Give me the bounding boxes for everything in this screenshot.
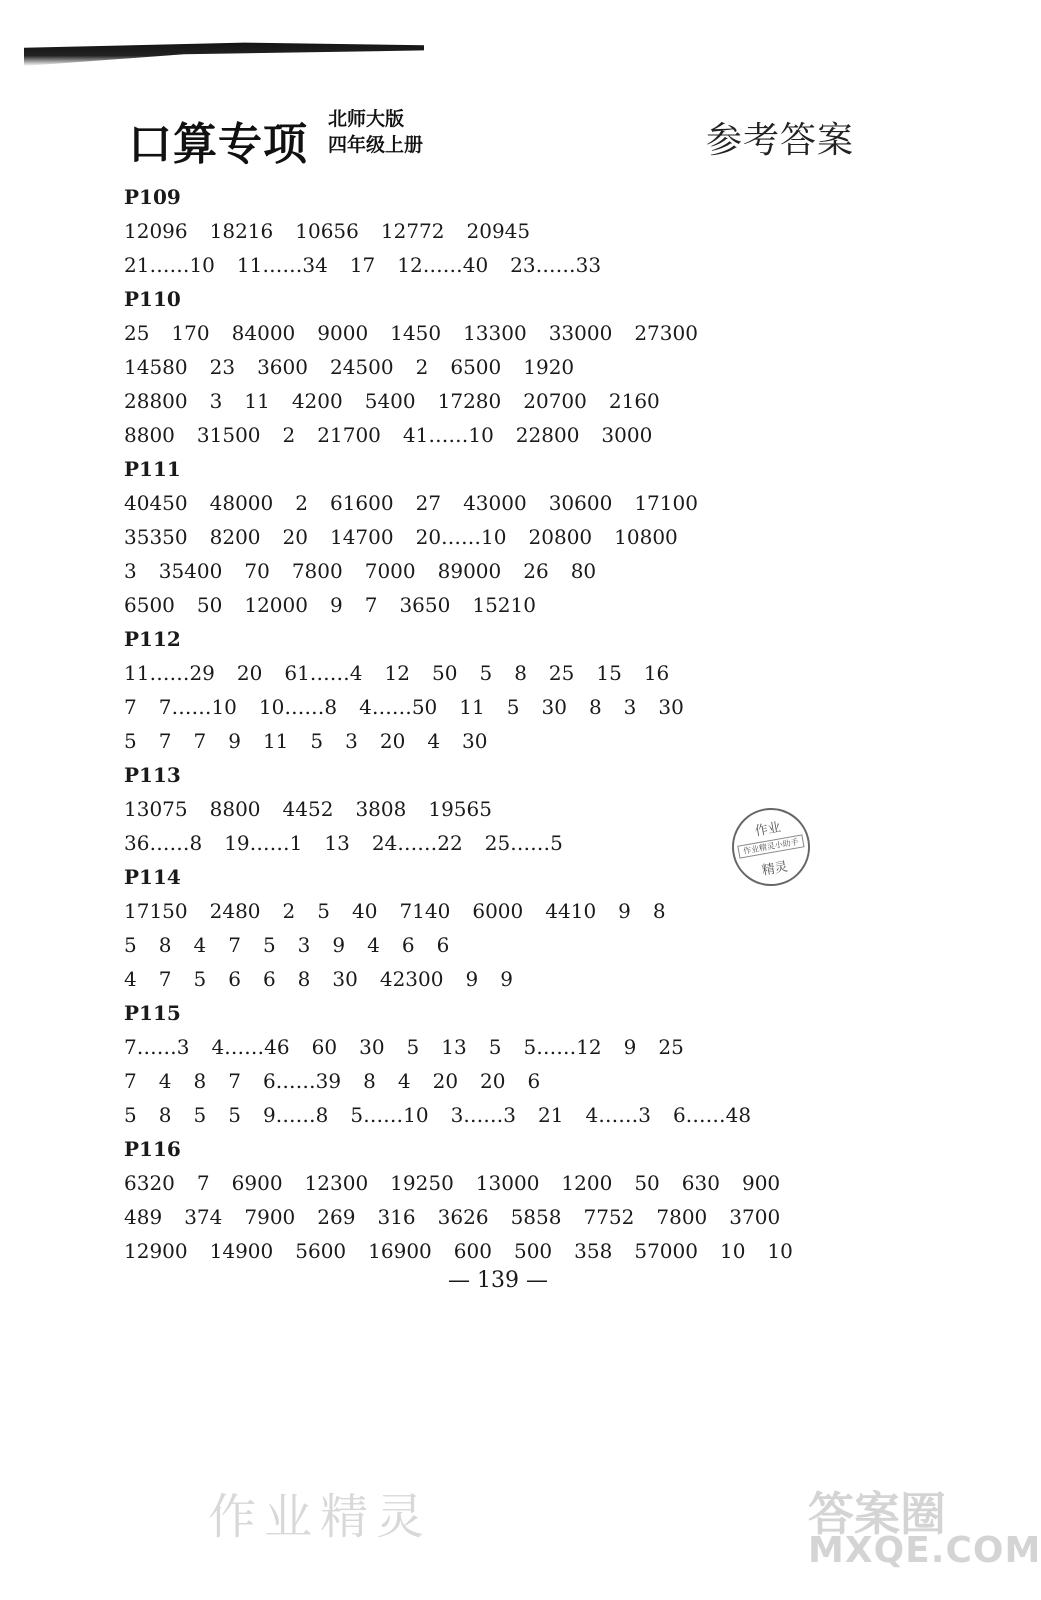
answer-row <box>124 1166 844 1200</box>
answer-value: 4200 <box>291 389 343 413</box>
answer-list <box>124 180 844 1268</box>
section-title: P112 <box>124 627 181 651</box>
answer-value: 50 <box>634 1171 660 1195</box>
answer-value: 3600 <box>257 355 308 379</box>
answer-row <box>124 384 844 418</box>
scan-edge-bar <box>24 40 424 66</box>
answer-row <box>124 1234 844 1268</box>
answer-value: 42300 <box>379 967 444 991</box>
answer-value: 20945 <box>466 219 531 243</box>
answer-value: 8 <box>363 1069 376 1093</box>
answer-value: 57000 <box>634 1239 698 1263</box>
answer-row <box>124 928 844 962</box>
answer-row <box>124 214 844 248</box>
answer-value: 7 <box>228 933 241 957</box>
answer-value: 61600 <box>329 491 394 515</box>
answer-value: 5 <box>479 661 493 685</box>
answer-value: 36……8 <box>124 831 203 855</box>
answer-value: 5 <box>124 933 137 957</box>
answer-value: 19565 <box>428 797 492 821</box>
answer-row <box>124 520 844 554</box>
answer-value: 7……10 <box>158 695 237 719</box>
answer-value: 80 <box>570 559 597 583</box>
answer-value: 3000 <box>601 423 653 447</box>
answer-value: 21 <box>538 1103 564 1127</box>
answer-value: 31500 <box>196 423 261 447</box>
answer-value: 11 <box>262 729 289 753</box>
answer-row <box>124 894 844 928</box>
answer-value: 3808 <box>355 797 407 821</box>
answer-value: 170 <box>171 321 210 345</box>
answer-value: 7752 <box>583 1205 635 1229</box>
answer-value: 30 <box>541 695 567 719</box>
answer-value: 20 <box>480 1069 506 1093</box>
answer-value: 3 <box>209 389 223 413</box>
answer-value: 6500 <box>450 355 502 379</box>
answer-value: 27300 <box>634 321 698 345</box>
answer-value: 20 <box>236 661 263 685</box>
answer-value: 43000 <box>463 491 527 515</box>
answer-value: 26 <box>523 559 549 583</box>
answer-value: 20 <box>379 729 406 753</box>
answer-value: 4……50 <box>359 695 438 719</box>
answer-value: 17100 <box>634 491 698 515</box>
answer-value: 7 <box>158 729 172 753</box>
page-number: — 139 — <box>448 1268 548 1293</box>
answer-value: 5 <box>317 899 330 923</box>
answer-row <box>124 418 844 452</box>
answer-value: 9 <box>228 729 241 753</box>
answer-value: 6000 <box>472 899 524 923</box>
answer-value: 7 <box>364 593 378 617</box>
answer-value: 5 <box>193 1103 207 1127</box>
answer-value: 14900 <box>209 1239 274 1263</box>
answer-value: 13 <box>441 1035 467 1059</box>
answer-value: 13300 <box>463 321 527 345</box>
answer-value: 5 <box>124 1103 137 1127</box>
answer-value: 25 <box>124 321 150 345</box>
answer-value: 9……8 <box>262 1103 329 1127</box>
answer-value: 40450 <box>124 491 188 515</box>
section-title: P110 <box>124 287 181 311</box>
answer-value: 25……5 <box>484 831 563 855</box>
answer-value: 25 <box>658 1035 684 1059</box>
answer-value: 6 <box>262 967 276 991</box>
answer-value: 11……34 <box>236 253 328 277</box>
answer-value: 7 <box>158 967 172 991</box>
answer-row <box>124 554 844 588</box>
section-title: P116 <box>124 1137 181 1161</box>
answer-value: 27 <box>415 491 442 515</box>
edition-label: 北师大版 <box>328 108 405 130</box>
answer-value: 4 <box>193 933 207 957</box>
answer-row <box>124 1200 844 1234</box>
answer-value: 15 <box>596 661 622 685</box>
answer-value: 5 <box>406 1035 420 1059</box>
answer-value: 12096 <box>124 219 188 243</box>
section-title: P115 <box>124 1001 181 1025</box>
answer-value: 3……3 <box>450 1103 517 1127</box>
answer-value: 9 <box>465 967 479 991</box>
answer-value: 17 <box>349 253 376 277</box>
answer-value: 6 <box>401 933 415 957</box>
answer-value: 11……29 <box>124 661 215 685</box>
answer-value: 5 <box>506 695 520 719</box>
answer-value: 9 <box>332 933 346 957</box>
answer-value: 8 <box>588 695 602 719</box>
answer-value: 8800 <box>124 423 175 447</box>
answer-value: 8200 <box>209 525 261 549</box>
answer-value: 5 <box>262 933 276 957</box>
answer-value: 4……46 <box>211 1035 290 1059</box>
book-edition-grade <box>328 106 423 158</box>
stamp-top-text: 作业 <box>753 820 783 840</box>
watermark-left: 作业精灵 <box>208 1489 433 1545</box>
answer-value: 358 <box>574 1239 613 1263</box>
answer-value: 12 <box>384 661 410 685</box>
answer-value: 12……40 <box>397 253 489 277</box>
answer-value: 7900 <box>244 1205 296 1229</box>
answer-value: 41……10 <box>402 423 494 447</box>
book-title: 口算专项 <box>128 119 308 170</box>
grade-label: 四年级上册 <box>328 134 424 156</box>
answer-value: 4 <box>367 933 380 957</box>
answer-value: 61……4 <box>284 661 363 685</box>
answer-value: 7……3 <box>124 1035 190 1059</box>
answer-value: 6 <box>527 1069 541 1093</box>
answer-row <box>124 248 844 282</box>
answer-value: 70 <box>244 559 270 583</box>
answer-value: 10 <box>767 1239 793 1263</box>
answer-value: 50 <box>196 593 223 617</box>
answer-value: 18216 <box>209 219 274 243</box>
answer-row <box>124 350 844 384</box>
answer-value: 13075 <box>124 797 188 821</box>
answer-value: 89000 <box>437 559 502 583</box>
answer-value: 22800 <box>515 423 580 447</box>
answer-value: 3626 <box>437 1205 489 1229</box>
answer-row <box>124 588 844 622</box>
answer-row <box>124 1064 844 1098</box>
answer-value: 50 <box>432 661 458 685</box>
answer-value: 5 <box>228 1103 241 1127</box>
answer-value: 13000 <box>475 1171 540 1195</box>
answer-value: 20……10 <box>415 525 507 549</box>
answer-value: 23……33 <box>510 253 602 277</box>
answer-value: 1450 <box>390 321 442 345</box>
answer-value: 269 <box>317 1205 356 1229</box>
answer-value: 5 <box>488 1035 502 1059</box>
stamp-middle-text: 作业精灵小助手 <box>737 834 804 858</box>
answer-value: 30 <box>462 729 488 753</box>
answer-value: 15210 <box>472 593 536 617</box>
answer-value: 3650 <box>399 593 451 617</box>
answer-value: 3 <box>623 695 637 719</box>
answer-value: 20 <box>432 1069 459 1093</box>
watermark-right: 答案圈 <box>808 1487 946 1541</box>
answer-value: 20800 <box>528 525 593 549</box>
answer-value: 2 <box>415 355 429 379</box>
answer-value: 28800 <box>124 389 188 413</box>
answer-value: 9000 <box>317 321 369 345</box>
answer-value: 25 <box>548 661 575 685</box>
answer-value: 17280 <box>437 389 502 413</box>
answer-row <box>124 1098 844 1132</box>
answer-value: 5……10 <box>350 1103 429 1127</box>
answer-value: 20 <box>282 525 308 549</box>
answer-value: 3 <box>124 559 137 583</box>
answer-value: 8 <box>193 1069 207 1093</box>
answer-value: 23 <box>209 355 236 379</box>
answer-value: 4 <box>124 967 137 991</box>
answer-value: 30600 <box>548 491 613 515</box>
answer-row <box>124 792 844 826</box>
answer-value: 10656 <box>295 219 359 243</box>
answer-value: 16 <box>643 661 670 685</box>
answer-value: 2480 <box>209 899 261 923</box>
answer-value: 8 <box>158 933 172 957</box>
answer-value: 8 <box>297 967 311 991</box>
answer-value: 2 <box>282 423 296 447</box>
answer-value: 1200 <box>561 1171 613 1195</box>
answer-value: 30 <box>332 967 358 991</box>
answer-value: 5 <box>193 967 207 991</box>
answer-value: 5 <box>310 729 324 753</box>
answer-value: 6900 <box>231 1171 283 1195</box>
answer-value: 7 <box>228 1069 241 1093</box>
answer-value: 24……22 <box>371 831 463 855</box>
answer-value: 7140 <box>399 899 451 923</box>
answer-value: 40 <box>352 899 378 923</box>
answer-value: 12000 <box>244 593 308 617</box>
answer-value: 60 <box>311 1035 338 1059</box>
answer-value: 10 <box>719 1239 746 1263</box>
answer-value: 1920 <box>523 355 575 379</box>
answer-value: 19250 <box>390 1171 454 1195</box>
answer-value: 35400 <box>158 559 223 583</box>
answer-value: 7 <box>124 1069 137 1093</box>
section-title: P114 <box>124 865 181 889</box>
answer-value: 10800 <box>614 525 678 549</box>
answer-value: 21700 <box>317 423 381 447</box>
answer-value: 11 <box>244 389 270 413</box>
answer-value: 3 <box>297 933 311 957</box>
answer-value: 9 <box>500 967 513 991</box>
answer-value: 316 <box>377 1205 416 1229</box>
answer-value: 12772 <box>380 219 445 243</box>
answer-value: 14580 <box>124 355 188 379</box>
answer-value: 2 <box>282 899 296 923</box>
section-title: P113 <box>124 763 181 787</box>
answer-value: 21……10 <box>124 253 215 277</box>
answer-row <box>124 724 844 758</box>
answer-value: 9 <box>329 593 343 617</box>
answer-value: 2 <box>295 491 308 515</box>
answer-value: 600 <box>453 1239 492 1263</box>
answer-value: 4410 <box>545 899 597 923</box>
answer-value: 6 <box>436 933 450 957</box>
answer-value: 374 <box>184 1205 223 1229</box>
answer-value: 6500 <box>124 593 175 617</box>
answer-value: 7000 <box>364 559 416 583</box>
answer-value: 9 <box>618 899 631 923</box>
answer-value: 489 <box>124 1205 163 1229</box>
answer-value: 500 <box>513 1239 553 1263</box>
answer-value: 10……8 <box>258 695 338 719</box>
answer-value: 7 <box>124 695 137 719</box>
answer-value: 7 <box>196 1171 210 1195</box>
answer-value: 16900 <box>368 1239 432 1263</box>
answer-value: 3700 <box>729 1205 781 1229</box>
answer-value: 4 <box>158 1069 172 1093</box>
answer-value: 5858 <box>510 1205 562 1229</box>
answer-value: 6 <box>228 967 241 991</box>
answer-value: 8 <box>158 1103 172 1127</box>
answer-value: 8800 <box>209 797 261 821</box>
answer-value: 4 <box>427 729 441 753</box>
watermark-url: MXQE.COM <box>808 1530 1041 1571</box>
section-title: P111 <box>124 457 181 481</box>
answer-value: 13 <box>324 831 350 855</box>
answer-row <box>124 316 844 350</box>
answer-value: 6……39 <box>262 1069 342 1093</box>
answer-value: 4 <box>397 1069 411 1093</box>
answer-row <box>124 962 844 996</box>
answer-value: 7800 <box>656 1205 708 1229</box>
answer-value: 84000 <box>231 321 296 345</box>
answer-value: 8 <box>514 661 527 685</box>
answer-row <box>124 1030 844 1064</box>
answer-heading: 参考答案 <box>706 120 855 161</box>
answer-value: 4……3 <box>585 1103 651 1127</box>
stamp-bottom-text: 精灵 <box>760 859 790 879</box>
answer-value: 48000 <box>209 491 274 515</box>
answer-value: 19……1 <box>224 831 303 855</box>
answer-value: 30 <box>658 695 684 719</box>
answer-value: 9 <box>623 1035 637 1059</box>
answer-value: 5 <box>124 729 137 753</box>
answer-row <box>124 656 844 690</box>
answer-value: 5600 <box>295 1239 347 1263</box>
answer-value: 12300 <box>304 1171 369 1195</box>
answer-row <box>124 486 844 520</box>
answer-value: 24500 <box>329 355 394 379</box>
answer-value: 20700 <box>523 389 587 413</box>
answer-value: 35350 <box>124 525 188 549</box>
answer-value: 2160 <box>608 389 660 413</box>
answer-value: 5400 <box>364 389 416 413</box>
answer-value: 7 <box>193 729 207 753</box>
answer-value: 5……12 <box>523 1035 602 1059</box>
answer-value: 3 <box>345 729 358 753</box>
answer-value: 14700 <box>329 525 394 549</box>
answer-row <box>124 690 844 724</box>
answer-value: 8 <box>652 899 666 923</box>
answer-value: 630 <box>681 1171 720 1195</box>
section-title: P109 <box>124 185 181 209</box>
answer-value: 4452 <box>282 797 334 821</box>
answer-value: 30 <box>359 1035 385 1059</box>
answer-value: 900 <box>741 1171 781 1195</box>
answer-value: 33000 <box>548 321 613 345</box>
answer-value: 6……48 <box>672 1103 752 1127</box>
answer-value: 12900 <box>124 1239 188 1263</box>
answer-value: 6320 <box>124 1171 175 1195</box>
answer-value: 17150 <box>124 899 188 923</box>
answer-value: 11 <box>459 695 485 719</box>
answer-value: 7800 <box>291 559 343 583</box>
